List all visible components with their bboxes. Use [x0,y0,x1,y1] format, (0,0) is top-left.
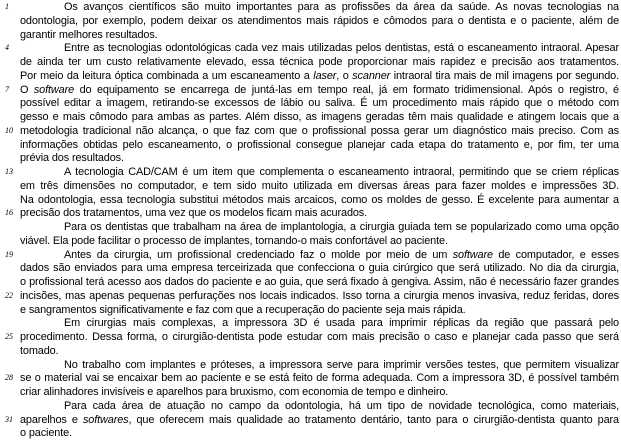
text-line [0,385,621,399]
text-run: viável. Ela pode facilitar o processo de implantes, tornando-o mais confortável ao paciente. [20,234,448,247]
line-text [20,344,619,358]
line-text [20,96,619,110]
text-line [0,110,621,124]
text-run: Entre as tecnologias odontológicas cada vez mais utilizadas pelos dentistas, está o escaneamento intraoral. Apesar [64,42,619,55]
line-text [64,399,619,413]
line-text [20,110,619,124]
text-line [0,289,621,303]
text-line [0,124,621,138]
text-line [0,206,621,220]
line-text [20,426,619,440]
text-line [0,14,621,28]
text-run: intraoral tira mais de mil imagens por segundo. [390,69,619,82]
line-number: 28 [5,373,13,383]
text-line [0,151,621,165]
line-text [64,41,619,55]
text-run: A tecnologia CAD/CAM é um item que complementa o escaneamento intraoral, permitindo que se criem réplicas [64,166,619,178]
line-number: 19 [5,249,13,259]
text-run: , o [336,69,353,82]
text-line [0,179,621,193]
text-line [0,413,621,427]
line-text [20,124,619,138]
line-text [20,14,619,28]
text-line [0,69,621,83]
text-line [0,28,621,42]
text-line [0,275,621,289]
line-text [20,206,619,220]
text-line [0,330,621,344]
line-text [64,0,619,14]
text-run: e sangramentos significativamente e faz com que a recuperação do paciente seja mais rápida. [20,303,466,316]
text-line [0,220,621,234]
line-text [20,179,619,193]
text-run: de computador, e esses [492,248,619,261]
text-run: Para os dentistas que trabalham na área de implantologia, a cirurgia guiada tem se popularizado como uma opção [64,221,619,233]
text-run: o profissional terá acesso aos dados do paciente e ao guia, que será fixado à gengiva. Assim, não é necessário fazer grandes [20,276,619,288]
line-text [64,248,619,262]
text-run: Para cada área de atuação no campo da odontologia, há um tipo de novidade tecnológica, como materiais, [64,399,619,412]
line-number: 22 [5,290,13,300]
text-run: prévia dos resultados. [20,152,124,165]
line-number: 25 [5,332,13,341]
line-text [20,413,619,427]
text-run: procedimento. Dessa forma, o cirurgião-dentista pode estudar com mais precisão o caso e planejar cada passo que será [20,331,619,343]
line-number: 1 [5,2,9,11]
text-run: , que oferecem mais qualidade ao tratamento dentário, tanto para o cirurgião-dentista quanto para [128,413,619,426]
text-line [0,83,621,97]
text-run: metodologia tradicional não alcança, o que faz com que o profissional possa gerar um diagnóstico mais preciso. Com as [20,124,619,137]
text-run: No trabalho com implantes e próteses, a impressora serve para imprimir versões testes, que permitem visualizar [64,358,619,371]
line-text [20,303,619,317]
line-text [64,358,619,372]
line-text [20,330,619,344]
line-number: 10 [5,125,13,135]
line-number: 7 [5,84,9,94]
text-run: se o material vai se encaixar bem ao paciente e se está feito de forma adequada. Com a impressora 3D, é possível também [20,372,619,385]
italic-term: softwares [82,413,129,426]
line-number: 13 [5,167,13,176]
italic-term: software [33,83,75,96]
line-text [20,151,619,165]
text-run: criar alinhadores invisíveis e aparelhos para bruxismo, com economia de tempo e dinheiro. [20,386,449,398]
text-line [0,358,621,372]
text-line [0,344,621,358]
text-run: informações obtidas pelo escaneamento, o profissional consegue planejar cada etapa do tratamento e, por fim, ter uma [20,138,619,151]
line-text [64,316,619,330]
text-run: de ainda ter um custo relativamente elevado, essa técnica pode proporcionar mais rapidez e precisão aos tratamentos. [20,56,619,68]
line-text [20,261,619,275]
text-line [0,0,621,14]
line-text [20,193,619,207]
text-run: precisão dos tratamentos, uma vez que os modelos ficam mais acurados. [20,207,368,220]
text-run: odontologia, por exemplo, podem deixar os atendimentos mais rápidos e cômodos para o dentista e o paciente, além de [20,14,619,27]
text-line [0,193,621,207]
line-text [20,28,619,42]
text-line [0,399,621,413]
line-text [20,138,619,152]
text-line [0,316,621,330]
text-line [0,138,621,152]
text-run: Na odontologia, essa tecnologia substitui métodos mais arcaicos, como os moldes de gesso. É excelente para aumentar a [20,193,619,206]
text-run: Por meio da leitura óptica combinada a um escaneamento a [20,69,314,82]
line-text [20,69,619,83]
line-text [20,275,619,289]
text-line [0,371,621,385]
text-run: Antes da cirurgia, um profissional credenciado faz o molde por meio de um [64,248,453,261]
italic-term: scanner [352,69,391,82]
line-text [64,220,619,234]
text-run: em três dimensões no computador, e tem sido muito utilizada em diversas áreas para fazer moldes e impressões 3D. [20,179,619,192]
italic-term: laser [313,69,337,82]
text-run: incisões, mas apenas pequenas perfurações nos locais indicados. Isso torna a cirurgia menos invasiva, reduz feridas, dores [20,289,619,302]
text-line [0,248,621,262]
text-line [0,303,621,317]
text-run: tomado. [20,344,59,357]
line-text [20,55,619,69]
text-line [0,426,621,440]
text-run: aparelhos e [20,413,83,426]
italic-term: software [452,248,493,261]
line-text [20,371,619,385]
line-number: 16 [5,208,13,218]
text-run: O [20,83,34,96]
text-line [0,96,621,110]
line-text [20,83,619,97]
line-text [20,289,619,303]
text-line [0,41,621,55]
line-number: 4 [5,43,9,53]
text-run: Em cirurgias mais complexas, a impressora 3D é usada para imprimir réplicas da região que passará pelo [64,317,619,330]
text-run: possível editar a imagem, retirando-se excessos de lábio ou saliva. É um procedimento mais rápido que o método com [20,97,619,110]
text-line [0,234,621,248]
text-run: o paciente. [20,427,72,440]
text-run: do equipamento se encarrega de juntá-las em tempo real, já em formato tridimensional. Após o registro, é [74,83,619,96]
text-run: dados são enviados para uma empresa terceirizada que confecciona o guia cirúrgico que será utilizado. No dia da cirurgia, [20,262,619,275]
text-line [0,55,621,69]
line-text [20,385,619,399]
text-line [0,165,621,179]
line-text [64,165,619,179]
line-text [20,234,619,248]
line-number: 31 [5,414,13,424]
text-run: gesso e mais cômodo para ambas as partes. Além disso, as imagens geradas têm mais qualidade e atingem locais que a [20,111,619,123]
text-run: garantir melhores resultados. [20,28,158,41]
text-line [0,261,621,275]
text-run: Os avanços científicos são muito importantes para as profissões da área da saúde. As novas tecnologias na [64,1,619,13]
